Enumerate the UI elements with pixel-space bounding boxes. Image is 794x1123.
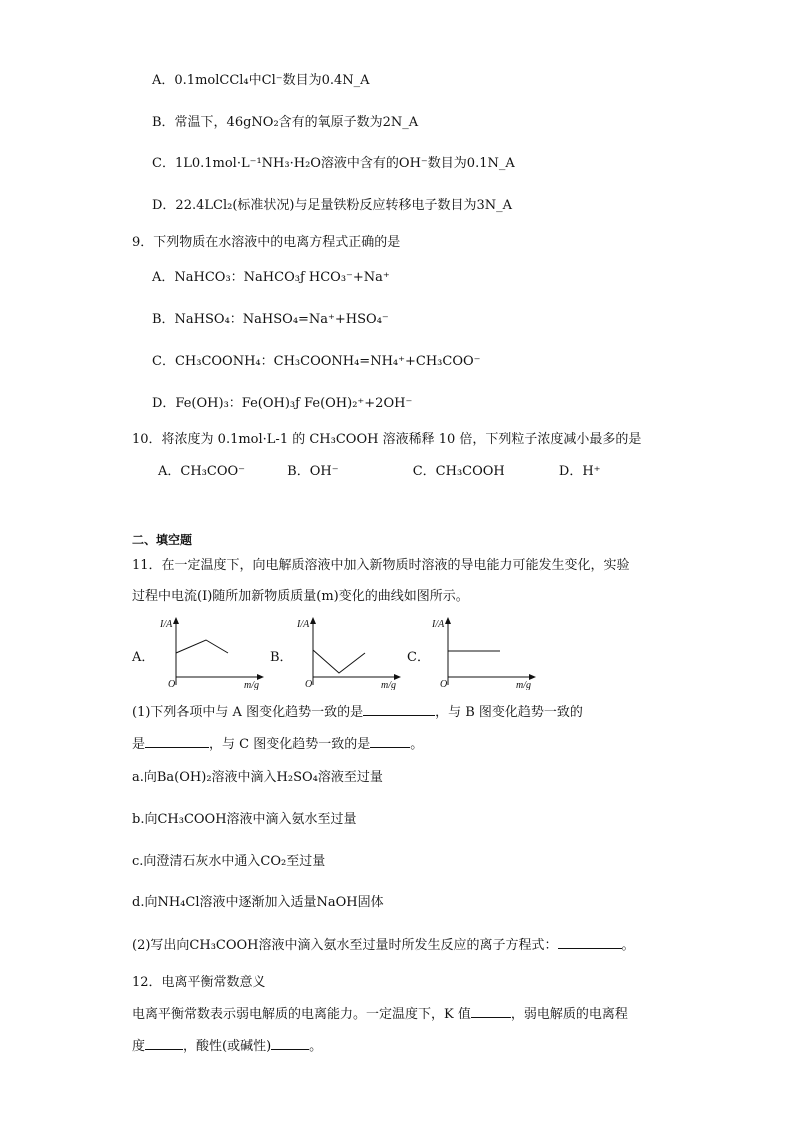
q9-option-a: A．NaHCO₃：NaHCO₃ƒ HCO₃⁻+Na⁺ <box>152 270 390 285</box>
q12-text-d: ，酸性(或碱性) <box>183 1039 272 1054</box>
q11-option-a: a.向Ba(OH)₂溶液中滴入H₂SO₄溶液至过量 <box>132 770 383 785</box>
q12-text-c: 度 <box>132 1039 146 1054</box>
q11-part1-text-e: 。 <box>410 737 424 752</box>
q11-part1-text-c: 是 <box>132 737 146 752</box>
q11-stem-line1: 11．在一定温度下，向电解质溶液中加入新物质时溶液的导电能力可能发生变化，实验 <box>132 558 630 573</box>
q11-part1-line1 <box>132 703 583 721</box>
q8-option-c: C．1L0.1mol·L⁻¹NH₃·H₂O溶液中含有的OH⁻数目为0.1N_A <box>152 156 515 171</box>
answer-blank-c[interactable] <box>370 735 410 748</box>
graph-c-y-axis-label: I/A <box>432 619 445 630</box>
q9-option-c: C．CH₃COONH₄：CH₃COONH₄=NH₄⁺+CH₃COO⁻ <box>152 354 481 369</box>
q11-option-b: b.向CH₃COOH溶液中滴入氨水至过量 <box>132 812 357 827</box>
q11-part1-text-d: ，与 C 图变化趋势一致的是 <box>209 737 371 752</box>
graph-a-label: A． <box>132 650 155 665</box>
answer-blank-b[interactable] <box>145 735 209 748</box>
q12-text-b: ，弱电解质的电离程 <box>510 1007 628 1022</box>
q12-text-e: 。 <box>309 1039 323 1054</box>
answer-blank-a[interactable] <box>363 703 435 716</box>
answer-blank-degree[interactable] <box>145 1037 183 1050</box>
q9-option-d: D．Fe(OH)₃：Fe(OH)₃ƒ Fe(OH)₂⁺+2OH⁻ <box>152 396 413 411</box>
graph-a-y-axis-label: I/A <box>160 619 173 630</box>
q12-stem: 12．电离平衡常数意义 <box>132 975 266 990</box>
graph-c <box>432 615 537 690</box>
graph-c-label: C． <box>407 650 430 665</box>
q10-option-c: C．CH₃COOH <box>412 464 505 479</box>
q8-option-d: D．22.4LCl₂(标准状况)与足量铁粉反应转移电子数目为3N_A <box>152 198 512 213</box>
q11-part2 <box>132 936 635 954</box>
q10-option-b: B．OH⁻ <box>287 464 339 479</box>
q11-part1-text-a: (1)下列各项中与 A 图变化趋势一致的是 <box>132 705 364 720</box>
q9-stem: 9．下列物质在水溶液中的电离方程式正确的是 <box>132 235 401 250</box>
answer-blank-equation[interactable] <box>558 936 622 949</box>
q10-option-d: D．H⁺ <box>558 464 601 479</box>
q10-option-a: A．CH₃COO⁻ <box>158 464 246 479</box>
answer-blank-k[interactable] <box>471 1005 511 1018</box>
graph-a-origin: O <box>168 679 176 690</box>
q10-options <box>158 464 639 480</box>
q12-line1 <box>132 1005 628 1023</box>
graph-b-y-axis-label: I/A <box>297 619 310 630</box>
q11-option-d: d.向NH₄Cl溶液中逐渐加入适量NaOH固体 <box>132 895 384 910</box>
section-heading: 二、填空题 <box>132 533 193 547</box>
q11-stem-line2: 过程中电流(I)随所加新物质质量(m)变化的曲线如图所示。 <box>132 589 469 604</box>
graph-c-x-axis-label: m/g <box>516 680 531 690</box>
q11-part2-end: 。 <box>621 938 635 953</box>
answer-blank-acidity[interactable] <box>271 1037 309 1050</box>
graph-a <box>160 615 265 690</box>
graph-c-origin: O <box>440 679 448 690</box>
graph-b-label: B． <box>270 650 293 665</box>
q8-option-b: B．常温下，46gNO₂含有的氧原子数为2N_A <box>152 115 419 130</box>
graph-b-x-axis-label: m/g <box>381 680 396 690</box>
q11-part2-text: (2)写出向CH₃COOH溶液中滴入氨水至过量时所发生反应的离子方程式： <box>132 938 558 953</box>
graph-b-origin: O <box>305 679 313 690</box>
q8-option-a: A．0.1molCCl₄中Cl⁻数目为0.4N_A <box>152 73 370 88</box>
graph-a-x-axis-label: m/g <box>244 680 259 690</box>
q12-line2 <box>132 1037 322 1055</box>
q11-option-c: c.向澄清石灰水中通入CO₂至过量 <box>132 854 326 869</box>
q10-stem: 10．将浓度为 0.1mol·L-1 的 CH₃COOH 溶液稀释 10 倍，下列粒子浓度减小最多的是 <box>132 432 642 447</box>
graph-b <box>297 615 402 690</box>
q11-part1-line2 <box>132 735 423 753</box>
q12-text-a: 电离平衡常数表示弱电解质的电离能力。一定温度下，K 值 <box>132 1007 471 1022</box>
q9-option-b: B．NaHSO₄：NaHSO₄=Na⁺+HSO₄⁻ <box>152 312 389 327</box>
q11-part1-text-b: ，与 B 图变化趋势一致的 <box>435 705 583 720</box>
